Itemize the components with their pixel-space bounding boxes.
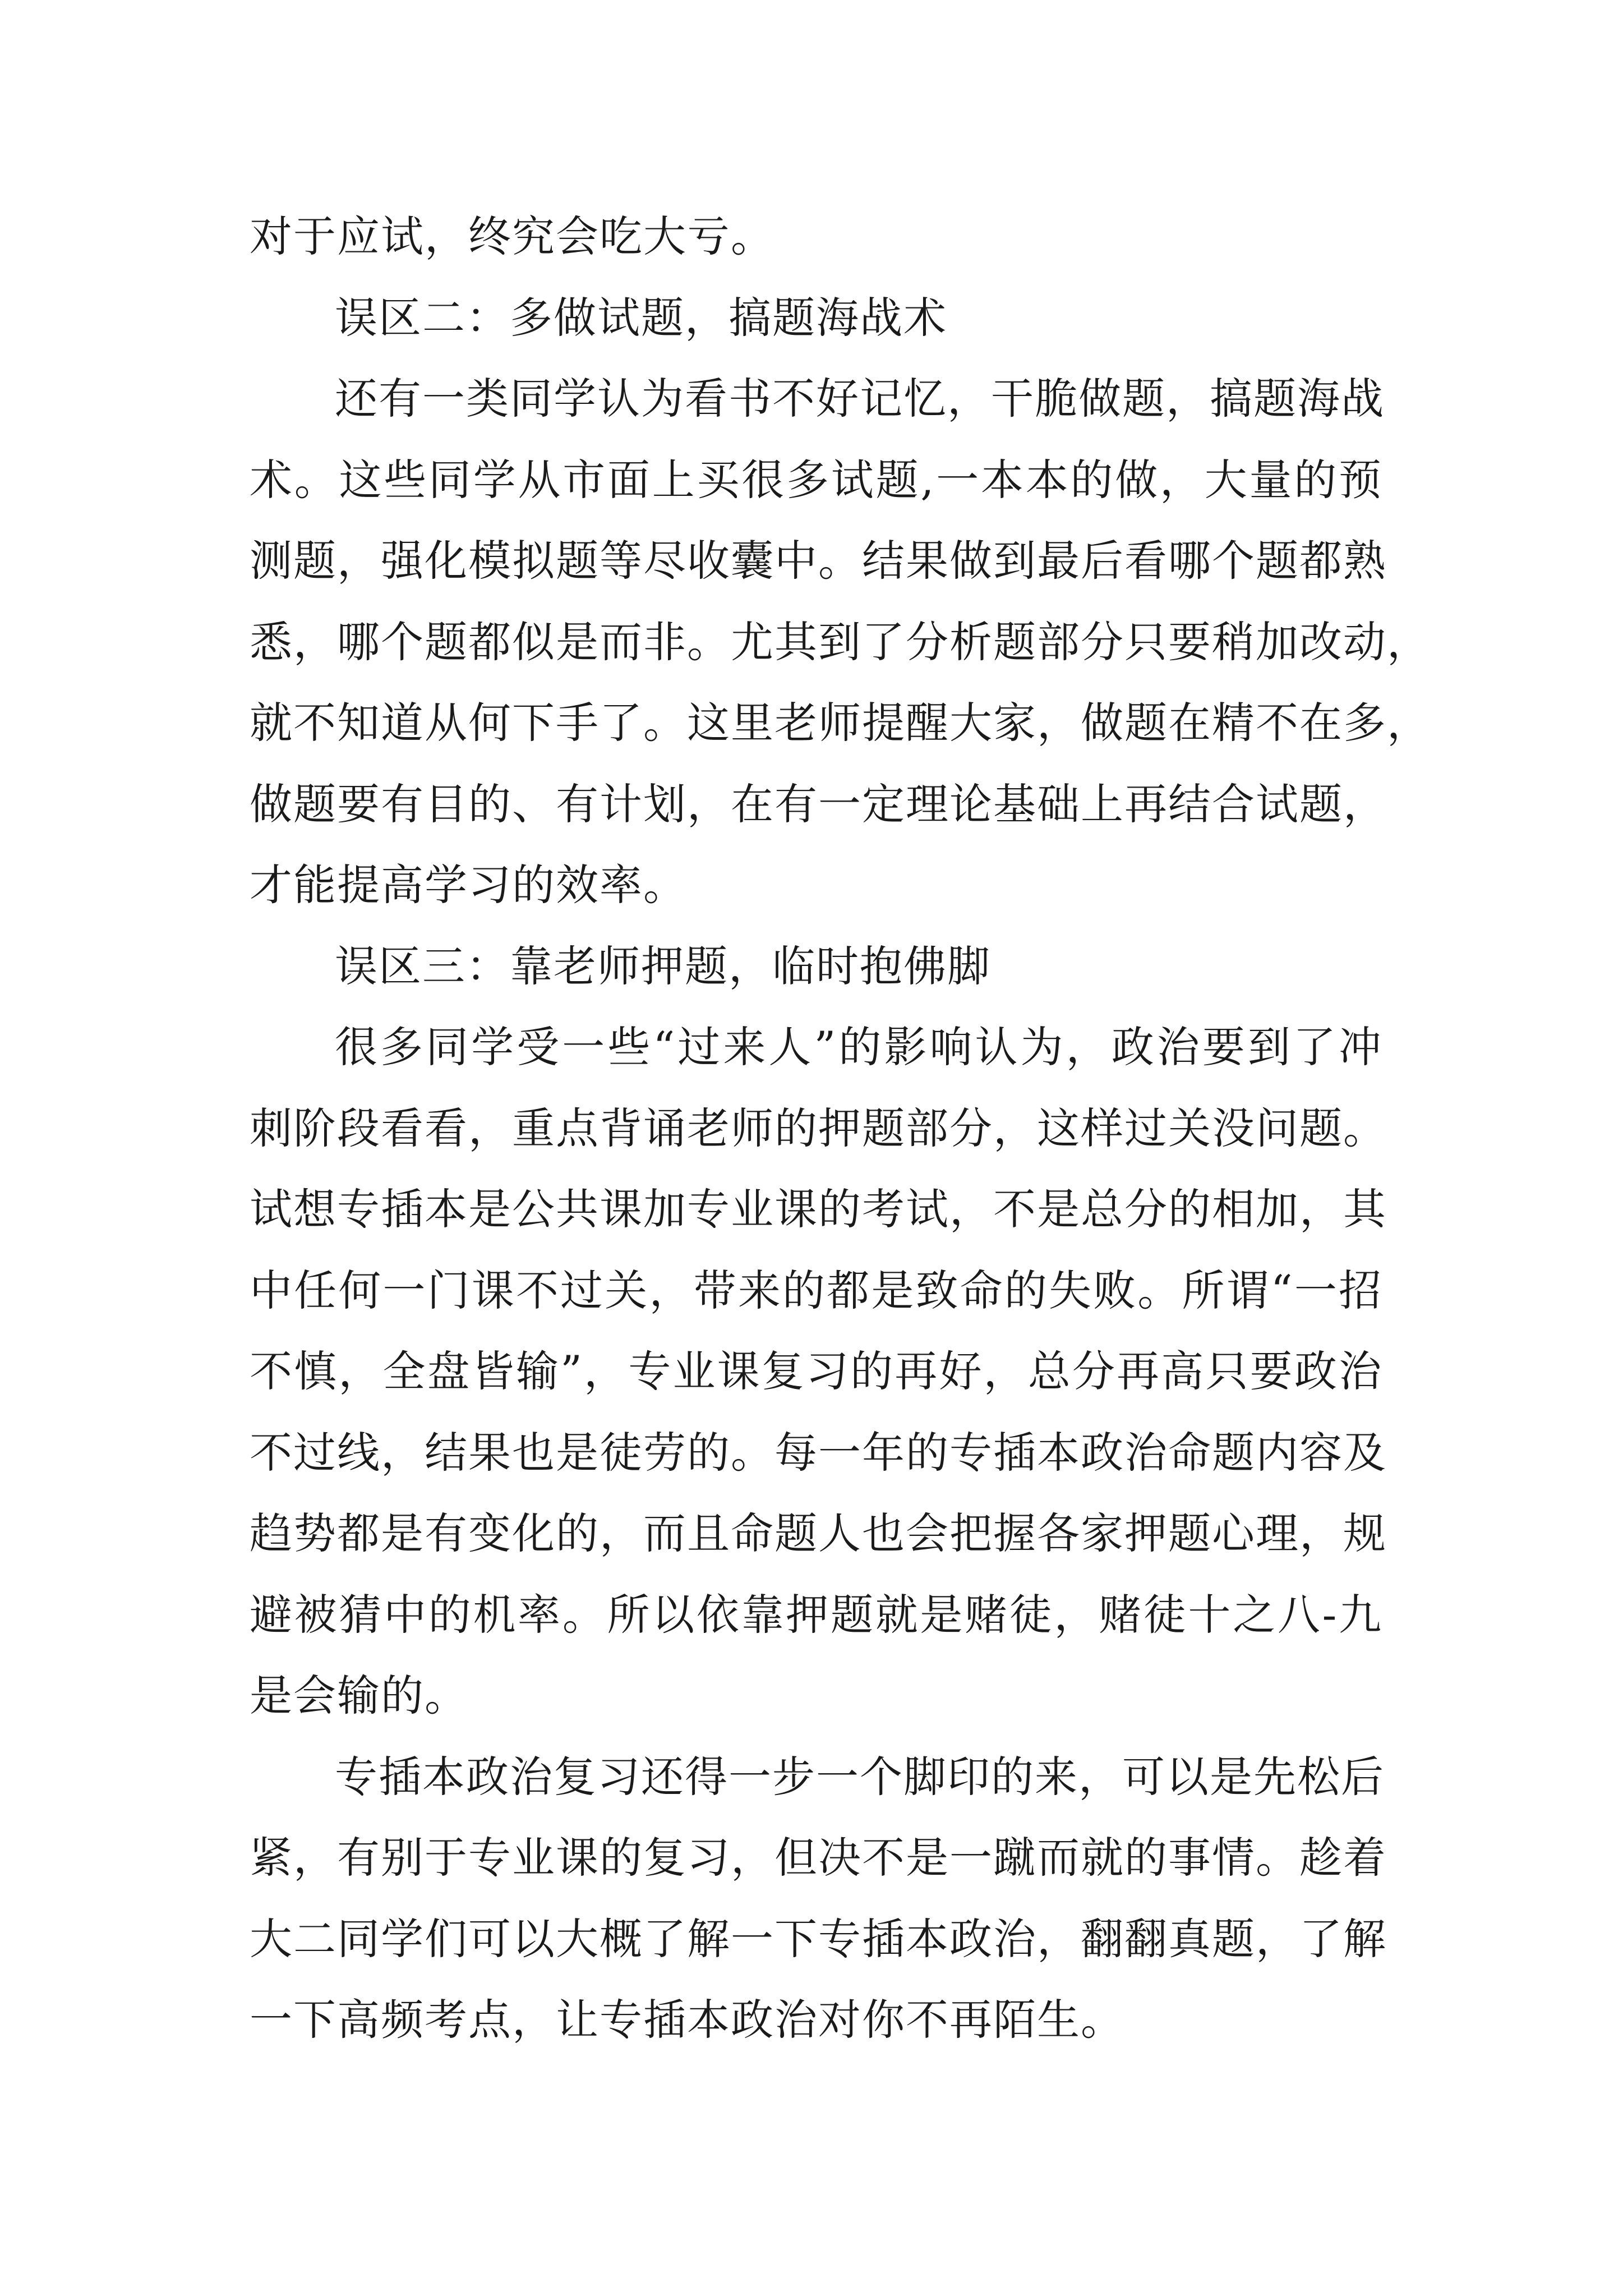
text-line: 测题，强化模拟题等尽收囊中。结果做到最后看哪个题都熟 (250, 536, 1387, 586)
text-line: 做题要有目的、有计划，在有一定理论基础上再结合试题， (250, 779, 1387, 829)
text-line: 不过线，结果也是徒劳的。每一年的专插本政治命题内容及 (250, 1427, 1387, 1478)
text-line: 才能提高学习的效率。 (250, 860, 687, 910)
text-line: 试想专插本是公共课加专业课的考试，不是总分的相加，其 (250, 1184, 1387, 1234)
text-line: 一下高频考点，让专插本政治对你不再陌生。 (250, 1995, 1124, 2045)
text-line: 悉，哪个题都似是而非。尤其到了分析题部分只要稍加改动， (250, 616, 1431, 667)
text-line: 是会输的。 (250, 1671, 468, 1720)
paragraph-first-line: 很多同学受一些“过来人”的影响认为，政治要到了冲 (335, 1022, 1382, 1072)
text-line: 术。这些同学从市面上买很多试题,一本本的做，大量的预 (250, 454, 1382, 505)
paragraph-first-line: 还有一类同学认为看书不好记忆，干脆做题，搞题海战 (335, 374, 1385, 424)
text-line: 就不知道从何下手了。这里老师提醒大家，做题在精不在多， (250, 698, 1431, 748)
text-line: 对于应试，终究会吃大亏。 (250, 211, 774, 261)
text-line: 避被猜中的机率。所以依靠押题就是赌徒，赌徒十之八-九 (250, 1589, 1382, 1640)
paragraph-first-line: 误区二：多做试题，搞题海战术 (335, 292, 947, 343)
text-line: 紧，有别于专业课的复习，但决不是一蹴而就的事情。趁着 (250, 1833, 1387, 1883)
text-line: 大二同学们可以大概了解一下专插本政治，翻翻真题，了解 (250, 1913, 1387, 1964)
paragraph-first-line: 误区三：靠老师押题，临时抱佛脚 (335, 941, 991, 991)
text-line: 趋势都是有变化的，而且命题人也会把握各家押题心理，规 (250, 1508, 1387, 1558)
paragraph-first-line: 专插本政治复习还得一步一个脚印的来，可以是先松后 (335, 1751, 1385, 1802)
text-line: 中任何一门课不过关，带来的都是致命的失败。所谓“一招 (250, 1265, 1382, 1315)
text-line: 不慎，全盘皆输”，专业课复习的再好，总分再高只要政治 (250, 1346, 1382, 1396)
text-line: 刺阶段看看，重点背诵老师的押题部分，这样过关没问题。 (250, 1103, 1387, 1153)
body-text (250, 196, 1431, 2061)
